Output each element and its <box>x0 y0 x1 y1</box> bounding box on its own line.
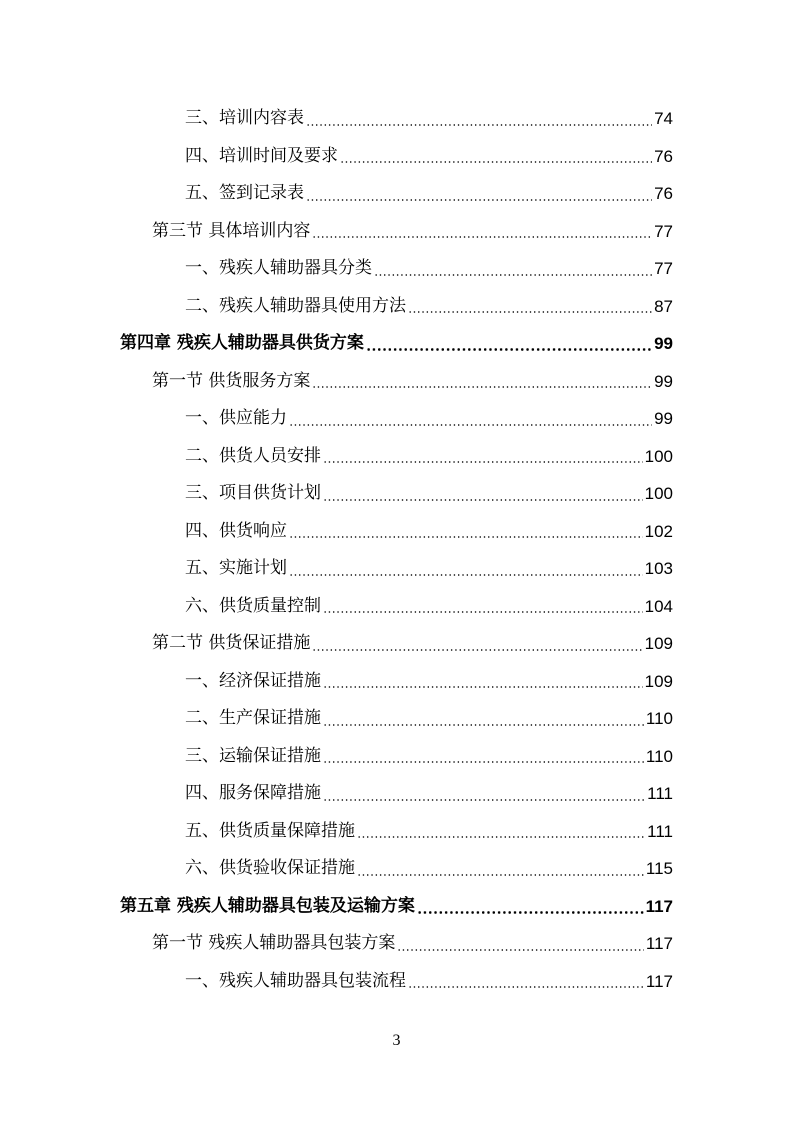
toc-entry-title: 第一节 残疾人辅助器具包装方案 <box>152 933 396 953</box>
toc-entry-page: 117 <box>645 971 673 991</box>
toc-entry-page: 99 <box>654 334 673 353</box>
toc-entry-page: 115 <box>645 859 673 878</box>
toc-entry-page: 117 <box>645 934 673 953</box>
dot-leader <box>366 348 652 351</box>
dot-leader <box>323 799 645 801</box>
dot-leader <box>357 874 644 876</box>
dot-leader <box>323 611 643 613</box>
dot-leader <box>289 536 643 538</box>
dot-leader <box>357 836 645 838</box>
toc-entry-page: 77 <box>654 221 673 241</box>
dot-leader <box>408 986 644 988</box>
toc-entry-page: 87 <box>654 296 673 316</box>
toc-entry-title: 六、供货质量控制 <box>185 595 321 616</box>
toc-entry-page: 99 <box>654 409 673 428</box>
toc-section-entry[interactable] <box>0 363 793 401</box>
toc-entry-title: 五、实施计划 <box>185 558 287 578</box>
toc-entry-page: 110 <box>645 746 673 766</box>
toc-entry[interactable] <box>0 588 793 626</box>
toc-entry-title: 四、培训时间及要求 <box>185 145 338 166</box>
dot-leader <box>306 124 652 126</box>
toc-entry-title: 六、供货验收保证措施 <box>185 858 355 878</box>
toc-entry[interactable] <box>0 400 793 438</box>
dot-leader <box>374 274 652 276</box>
toc-entry-page: 104 <box>644 596 673 616</box>
dot-leader <box>323 461 643 463</box>
table-of-contents <box>0 100 793 1000</box>
toc-entry-title: 四、供货响应 <box>185 520 287 541</box>
toc-entry-title: 第一节 供货服务方案 <box>152 370 311 391</box>
toc-section-entry[interactable] <box>0 213 793 251</box>
dot-leader <box>289 574 643 576</box>
dot-leader <box>340 161 652 163</box>
toc-chapter-entry[interactable] <box>0 325 793 363</box>
toc-entry-page: 100 <box>644 484 673 503</box>
toc-entry-title: 第三节 具体培训内容 <box>152 220 311 241</box>
toc-entry-page: 117 <box>645 896 673 916</box>
toc-section-entry[interactable] <box>0 625 793 663</box>
dot-leader <box>312 386 652 388</box>
toc-entry-title: 一、残疾人辅助器具包装流程 <box>185 970 406 991</box>
toc-entry-page: 111 <box>647 821 673 841</box>
toc-entry-title: 四、服务保障措施 <box>185 783 321 803</box>
toc-entry-title: 三、项目供货计划 <box>185 483 321 503</box>
dot-leader <box>323 686 643 688</box>
toc-entry[interactable] <box>0 738 793 776</box>
toc-entry-title: 一、经济保证措施 <box>185 670 321 691</box>
toc-entry[interactable] <box>0 100 793 138</box>
dot-leader <box>312 236 652 238</box>
toc-section-entry[interactable] <box>0 925 793 963</box>
toc-entry-title: 第五章 残疾人辅助器具包装及运输方案 <box>120 895 415 916</box>
toc-entry-title: 五、签到记录表 <box>185 183 304 203</box>
toc-entry-page: 76 <box>654 184 673 203</box>
toc-entry[interactable] <box>0 663 793 701</box>
toc-entry-page: 77 <box>654 259 673 278</box>
toc-entry-title: 三、运输保证措施 <box>185 745 321 766</box>
dot-leader <box>323 499 643 501</box>
dot-leader <box>312 649 642 651</box>
toc-entry[interactable] <box>0 475 793 513</box>
toc-entry-page: 100 <box>644 446 673 466</box>
toc-entry-page: 103 <box>644 559 673 578</box>
dot-leader <box>397 949 643 951</box>
toc-entry[interactable] <box>0 850 793 888</box>
toc-entry-title: 二、供货人员安排 <box>185 445 321 466</box>
toc-entry-title: 二、生产保证措施 <box>185 708 321 728</box>
toc-entry[interactable] <box>0 288 793 326</box>
toc-entry[interactable] <box>0 813 793 851</box>
toc-entry-page: 99 <box>654 371 673 391</box>
dot-leader <box>289 424 652 426</box>
dot-leader <box>306 199 652 201</box>
toc-entry[interactable] <box>0 250 793 288</box>
toc-entry-title: 二、残疾人辅助器具使用方法 <box>185 295 406 316</box>
toc-entry-page: 102 <box>644 521 673 541</box>
toc-entry-title: 五、供货质量保障措施 <box>185 820 355 841</box>
toc-entry-title: 第四章 残疾人辅助器具供货方案 <box>120 333 364 353</box>
toc-entry[interactable] <box>0 138 793 176</box>
toc-entry[interactable] <box>0 700 793 738</box>
toc-entry[interactable] <box>0 550 793 588</box>
page-number: 3 <box>392 1032 401 1049</box>
toc-entry-page: 111 <box>647 784 673 803</box>
toc-entry-page: 109 <box>644 671 673 691</box>
toc-entry[interactable] <box>0 513 793 551</box>
dot-leader <box>408 311 652 313</box>
toc-entry[interactable] <box>0 175 793 213</box>
dot-leader <box>417 911 644 914</box>
toc-entry[interactable] <box>0 775 793 813</box>
toc-entry[interactable] <box>0 963 793 1001</box>
toc-entry-title: 三、培训内容表 <box>185 108 304 128</box>
toc-entry-title: 第二节 供货保证措施 <box>152 633 311 653</box>
dot-leader <box>323 761 644 763</box>
toc-entry[interactable] <box>0 438 793 476</box>
dot-leader <box>323 724 644 726</box>
toc-entry-page: 110 <box>645 709 673 728</box>
toc-entry-page: 74 <box>654 109 673 128</box>
toc-entry-title: 一、残疾人辅助器具分类 <box>185 258 372 278</box>
toc-chapter-entry[interactable] <box>0 888 793 926</box>
toc-entry-title: 一、供应能力 <box>185 408 287 428</box>
toc-entry-page: 76 <box>654 146 673 166</box>
toc-entry-page: 109 <box>644 634 673 653</box>
